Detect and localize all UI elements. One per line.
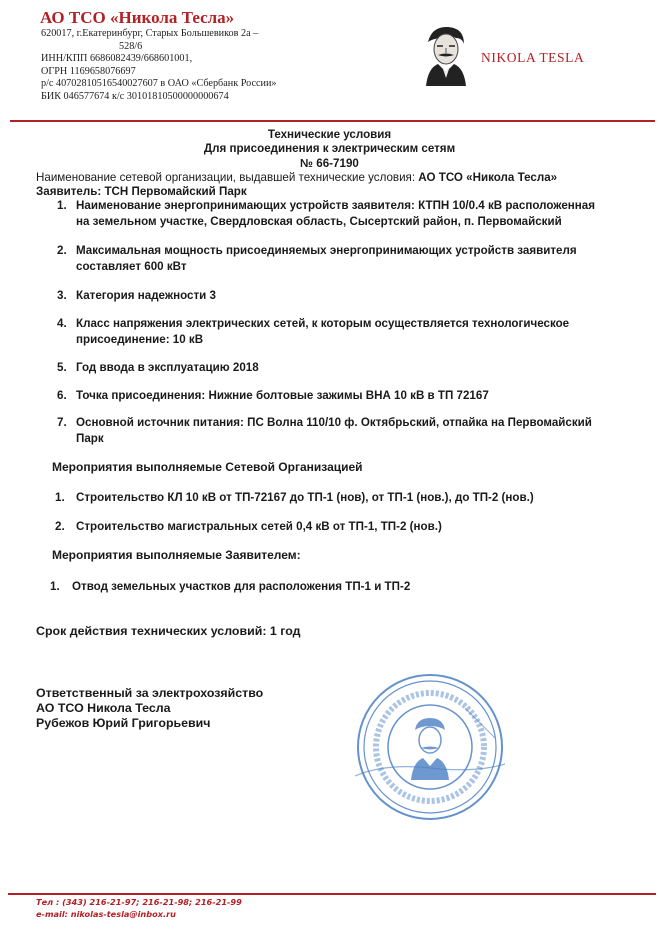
item-line: Максимальная мощность присоединяемых энергопринимающих устройств заявителя [76, 244, 577, 257]
item-line: на земельном участке, Свердловская область, Сысертский район, п. Первомайский [76, 215, 562, 228]
list-item [76, 243, 577, 275]
list-item: Строительство магистральных сетей 0,4 кВ от ТП-1, ТП-2 (нов.) [76, 520, 442, 533]
applicant-label: Заявитель: [36, 185, 102, 198]
company-name: АО ТСО «Никола Тесла» [40, 8, 235, 27]
list-item [76, 288, 216, 304]
address-line: ИНН/КПП 6686082439/668601001, [41, 53, 193, 65]
applicant-value: ТСН Первомайский Парк [104, 185, 247, 198]
item-number: 1. [55, 491, 65, 504]
item-line: Наименование энергопринимающих устройств заявителя: КТПН 10/0.4 кВ расположенная [76, 199, 596, 212]
header-divider [10, 120, 655, 122]
list-item [76, 388, 489, 404]
validity-term: Срок действия технических условий: 1 год [36, 624, 301, 638]
org-label: Наименование сетевой организации, выдавшей технические условия: [36, 171, 416, 184]
official-stamp [345, 668, 515, 826]
org-value: АО ТСО «Никола Тесла» [418, 171, 558, 184]
tesla-portrait-logo [418, 22, 474, 86]
address-line: 620017, г.Екатеринбург, Старых Большевиков 2а – [41, 28, 259, 39]
item-line: Категория надежности 3 [76, 289, 216, 302]
footer-email[interactable]: e-mail: nikolas-tesla@inbox.ru [36, 909, 176, 919]
address-line: р/с 40702810516540027607 в ОАО «Сбербанк России» [41, 78, 277, 90]
signature-line: Ответственный за электрохозяйство [36, 686, 264, 700]
applicant-line [36, 185, 247, 198]
document-title: Технические условия [267, 128, 392, 141]
item-number: 4. [57, 317, 67, 330]
item-line: Класс напряжения электрических сетей, к которым осуществляется технологическое [76, 317, 570, 330]
item-number: 3. [57, 289, 67, 302]
item-number: 5. [57, 361, 67, 374]
list-item [76, 415, 592, 447]
list-item [76, 316, 569, 348]
signature-block [36, 686, 263, 731]
item-number: 1. [57, 199, 67, 212]
address-line: БИК 046577674 к/с 30101810500000000674 [41, 90, 229, 102]
item-number: 7. [57, 416, 67, 429]
footer-divider [8, 893, 656, 895]
list-item [76, 198, 595, 230]
document-number: № 66-7190 [300, 157, 359, 170]
item-line: Точка присоединения: Нижние болтовые зажимы ВНА 10 кВ в ТП 72167 [76, 389, 489, 402]
applicant-measures-heading: Мероприятия выполняемые Заявителем: [52, 548, 301, 562]
item-line: Парк [76, 432, 104, 445]
brand-name: NIKOLA TESLA [481, 50, 585, 65]
org-line [36, 171, 557, 184]
item-number: 6. [57, 389, 67, 402]
item-line: присоединение: 10 кВ [76, 333, 204, 346]
item-line: составляет 600 кВт [76, 260, 187, 273]
item-number: 1. [50, 580, 60, 593]
address-line: 528/6 [119, 40, 143, 52]
company-address [41, 28, 291, 104]
signature-line: АО ТСО Никола Тесла [36, 701, 171, 715]
document-subtitle: Для присоединения к электрическим сетям [203, 142, 456, 155]
list-item [76, 360, 259, 376]
footer-phone: Тел : (343) 216-21-97; 216-21-98; 216-21-99 [36, 897, 242, 907]
item-number: 2. [57, 244, 67, 257]
signature-line: Рубежов Юрий Григорьевич [36, 716, 211, 730]
list-item: Отвод земельных участков для расположения ТП-1 и ТП-2 [72, 580, 411, 593]
item-line: Основной источник питания: ПС Волна 110/10 ф. Октябрьский, отпайка на Первомайский [76, 416, 592, 429]
item-line: Год ввода в эксплуатацию 2018 [76, 361, 259, 374]
network-measures-heading: Мероприятия выполняемые Сетевой Организацией [52, 460, 363, 474]
list-item: Строительство КЛ 10 кВ от ТП-72167 до ТП-1 (нов), от ТП-1 (нов.), до ТП-2 (нов.) [76, 491, 534, 504]
item-number: 2. [55, 520, 65, 533]
address-line: ОГРН 1169658076697 [41, 65, 136, 77]
